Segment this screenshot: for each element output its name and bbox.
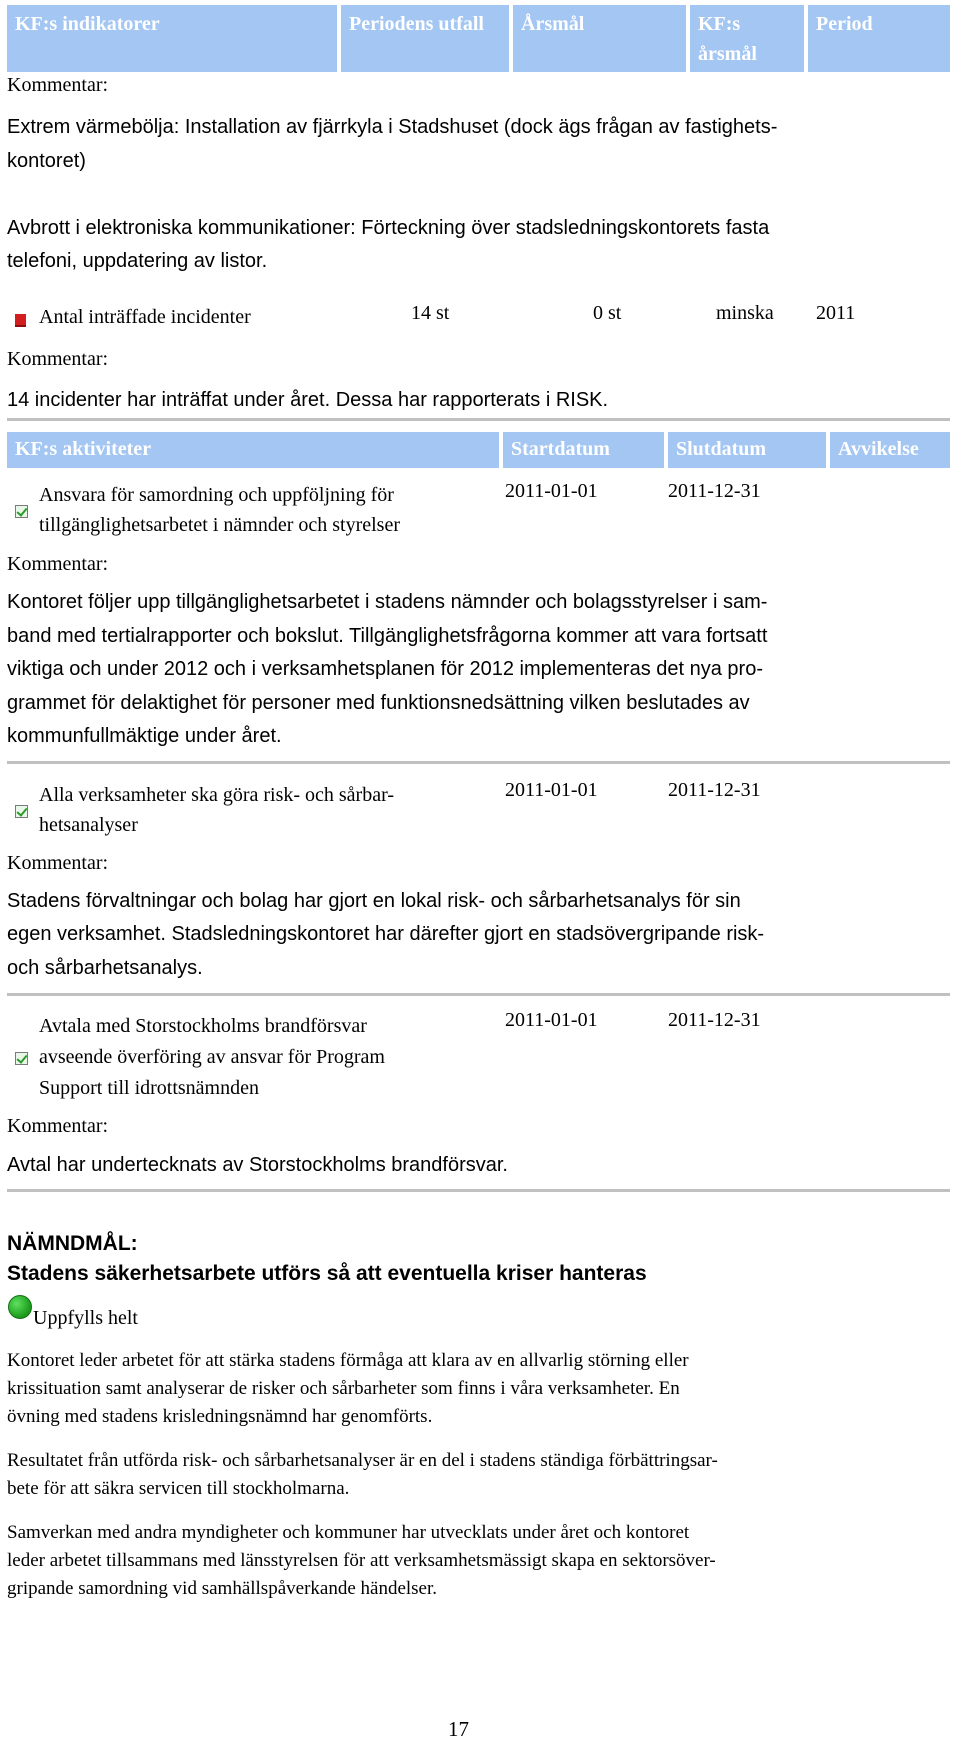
status-red-icon — [15, 314, 26, 327]
comment-label: Kommentar: — [7, 1115, 109, 1137]
comment-line: Avbrott i elektroniska kommunikationer: Förteckning över stadsledningskontorets fasta — [7, 217, 770, 239]
divider — [7, 418, 950, 421]
activity-name: avseende överföring av ansvar för Program — [39, 1046, 385, 1068]
header-avvikelse: Avvikelse — [830, 432, 950, 468]
indicator-target: 0 st — [593, 302, 622, 324]
activity-comment-line: och sårbarhetsanalys. — [7, 957, 203, 979]
paragraph-line: Resultatet från utförda risk- och sårbarhetsanalyser är en del i stadens ständiga förbättringsar- — [7, 1450, 718, 1471]
comment-line: Extrem värmebölja: Installation av fjärrkyla i Stadshuset (dock ägs frågan av fastighets- — [7, 116, 778, 138]
comment-label: Kommentar: — [7, 74, 109, 96]
header-slutdatum: Slutdatum — [668, 432, 826, 468]
namndmal-title: Stadens säkerhetsarbete utförs så att eventuella kriser hanteras — [7, 1262, 647, 1285]
paragraph-line: gripande samordning vid samhällspåverkande händelser. — [7, 1578, 438, 1599]
activity-name: Ansvara för samordning och uppföljning för — [39, 484, 394, 506]
divider — [7, 1189, 950, 1192]
activity-name: tillgänglighetsarbetet i nämnder och styrelser — [39, 514, 400, 536]
paragraph-line: övning med stadens krisledningsnämnd har genomförts. — [7, 1406, 433, 1427]
header-kf-arsmal: KF:s årsmål — [690, 5, 804, 72]
comment-line: telefoni, uppdatering av listor. — [7, 250, 268, 272]
paragraph-line: leder arbetet tillsammans med länsstyrelsen för att verksamhetsmässigt skapa en sektorsöver- — [7, 1550, 716, 1571]
activity-comment-line: grammet för delaktighet för personer med funktionsnedsättning vilken beslutades av — [7, 692, 750, 714]
activity-start: 2011-01-01 — [505, 480, 598, 502]
activity-comment-line: Kontoret följer upp tillgänglighetsarbetet i stadens nämnder och bolagsstyrelser i sam- — [7, 591, 768, 613]
activity-start: 2011-01-01 — [505, 779, 598, 801]
indicator-outcome: 14 st — [411, 302, 450, 324]
comment-label: Kommentar: — [7, 852, 109, 874]
activity-end: 2011-12-31 — [668, 1009, 761, 1031]
checkbox-icon — [15, 1052, 28, 1065]
header-kf-aktiviteter: KF:s aktiviteter — [7, 432, 499, 468]
namndmal-heading: NÄMNDMÅL: — [7, 1232, 138, 1255]
indicator-comment: 14 incidenter har inträffat under året. Dessa har rapporterats i RISK. — [7, 389, 609, 411]
header-arsmal: Årsmål — [513, 5, 686, 72]
activity-end: 2011-12-31 — [668, 779, 761, 801]
checkbox-icon — [15, 505, 28, 518]
activity-name: Alla verksamheter ska göra risk- och sårbar- — [39, 784, 395, 806]
comment-line: kontoret) — [7, 150, 86, 172]
indicator-kf-target: minska — [716, 302, 774, 324]
paragraph — [7, 1347, 907, 1431]
page-number: 17 — [448, 1717, 469, 1741]
header-startdatum: Startdatum — [503, 432, 664, 468]
divider — [7, 993, 950, 996]
paragraph-line: Kontoret leder arbetet för att stärka stadens förmåga att klara av en allvarlig störning eller — [7, 1350, 689, 1371]
header-periodens-utfall: Periodens utfall — [341, 5, 509, 72]
activity-name: hetsanalyser — [39, 814, 138, 836]
activity-comment-line: Stadens förvaltningar och bolag har gjort en lokal risk- och sårbarhetsanalys för sin — [7, 890, 741, 912]
checkbox-icon — [15, 805, 28, 818]
activity-comment-line: band med tertialrapporter och bokslut. Tillgänglighetsfrågorna kommer att vara fortsatt — [7, 625, 768, 647]
paragraph-line: bete för att säkra servicen till stockholmarna. — [7, 1478, 350, 1499]
paragraph-line: Samverkan med andra myndigheter och kommuner har utvecklats under året och kontoret — [7, 1522, 690, 1543]
activity-comment-line: viktiga och under 2012 och i verksamhetsplanen för 2012 implementeras det nya pro- — [7, 658, 763, 680]
comment-label: Kommentar: — [7, 553, 109, 575]
activity-start: 2011-01-01 — [505, 1009, 598, 1031]
activity-name: Avtala med Storstockholms brandförsvar — [39, 1015, 367, 1037]
activity-comment-line: Avtal har undertecknats av Storstockholms brandförsvar. — [7, 1154, 508, 1176]
paragraph — [7, 1519, 907, 1603]
header-period: Period — [808, 5, 950, 72]
indicator-name: Antal inträffade incidenter — [39, 306, 251, 328]
indicator-period: 2011 — [816, 302, 856, 324]
paragraph — [7, 1447, 907, 1503]
comment-label: Kommentar: — [7, 348, 109, 370]
header-kf-indikatorer: KF:s indikatorer — [7, 5, 337, 72]
activity-comment-line: egen verksamhet. Stadsledningskontoret har därefter gjort en stadsövergripande risk- — [7, 923, 765, 945]
paragraph-line: krissituation samt analyserar de risker och sårbarheter som finns i våra verksamheter. En — [7, 1378, 680, 1399]
activity-name: Support till idrottsnämnden — [39, 1077, 259, 1099]
status-green-icon — [8, 1295, 32, 1319]
namndmal-status: Uppfylls helt — [33, 1307, 138, 1329]
activity-comment-line: kommunfullmäktige under året. — [7, 725, 282, 747]
activity-end: 2011-12-31 — [668, 480, 761, 502]
divider — [7, 761, 950, 764]
